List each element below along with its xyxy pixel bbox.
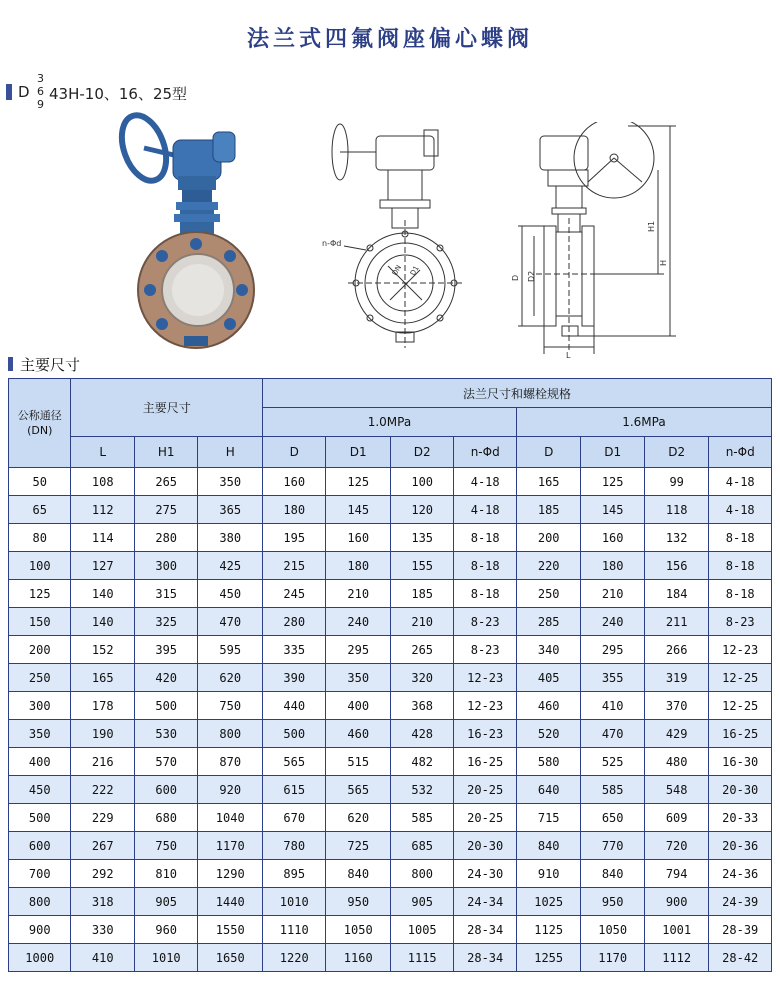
table-cell: 100 bbox=[390, 468, 453, 496]
gearbox bbox=[173, 132, 235, 190]
column-header: D bbox=[262, 437, 325, 468]
table-cell: 1220 bbox=[262, 944, 325, 972]
table-cell: 222 bbox=[71, 776, 134, 804]
table-cell: 794 bbox=[644, 860, 709, 888]
table-cell: 8-18 bbox=[709, 580, 772, 608]
table-cell: 600 bbox=[134, 776, 197, 804]
table-cell: 12-25 bbox=[709, 664, 772, 692]
table-cell: 715 bbox=[516, 804, 581, 832]
table-row bbox=[9, 860, 772, 888]
table-row bbox=[9, 944, 772, 972]
table-cell: 8-18 bbox=[454, 580, 516, 608]
table-cell: 380 bbox=[198, 524, 263, 552]
table-cell: 216 bbox=[71, 748, 134, 776]
table-cell: 280 bbox=[134, 524, 197, 552]
dn-cell: 350 bbox=[9, 720, 71, 748]
table-cell: 840 bbox=[516, 832, 581, 860]
column-header: D1 bbox=[326, 437, 391, 468]
dn-cell: 1000 bbox=[9, 944, 71, 972]
section-header bbox=[8, 354, 208, 374]
table-cell: 318 bbox=[71, 888, 134, 916]
table-cell: 920 bbox=[198, 776, 263, 804]
table-cell: 20-30 bbox=[709, 776, 772, 804]
table-cell: 229 bbox=[71, 804, 134, 832]
table-cell: 275 bbox=[134, 496, 197, 524]
flange-body bbox=[138, 232, 254, 348]
table-cell: 615 bbox=[262, 776, 325, 804]
table-cell: 8-18 bbox=[709, 524, 772, 552]
table-cell: 810 bbox=[134, 860, 197, 888]
model-marker bbox=[6, 84, 12, 100]
table-cell: 1001 bbox=[644, 916, 709, 944]
table-cell: 460 bbox=[326, 720, 391, 748]
table-cell: 120 bbox=[390, 496, 453, 524]
table-cell: 330 bbox=[71, 916, 134, 944]
table-cell: 905 bbox=[390, 888, 453, 916]
table-cell: 8-18 bbox=[709, 552, 772, 580]
table-cell: 4-18 bbox=[709, 496, 772, 524]
column-header: D2 bbox=[644, 437, 709, 468]
dn-cell: 300 bbox=[9, 692, 71, 720]
flange-header: 法兰尺寸和螺栓规格 bbox=[262, 379, 771, 408]
model-subscript-stack bbox=[37, 72, 44, 111]
table-cell: 28-34 bbox=[454, 916, 516, 944]
table-cell: 178 bbox=[71, 692, 134, 720]
table-row bbox=[9, 888, 772, 916]
table-cell: 400 bbox=[326, 692, 391, 720]
table-cell: 265 bbox=[390, 636, 453, 664]
table-cell: 780 bbox=[262, 832, 325, 860]
table-cell: 190 bbox=[71, 720, 134, 748]
table-cell: 580 bbox=[516, 748, 581, 776]
dn-header-label: 公称通径 bbox=[17, 409, 62, 422]
table-cell: 320 bbox=[390, 664, 453, 692]
table-cell: 570 bbox=[134, 748, 197, 776]
table-cell: 315 bbox=[134, 580, 197, 608]
table-cell: 840 bbox=[581, 860, 644, 888]
table-cell: 440 bbox=[262, 692, 325, 720]
front-label-nd: n-Φd bbox=[322, 239, 342, 248]
table-cell: 114 bbox=[71, 524, 134, 552]
table-cell: 125 bbox=[581, 468, 644, 496]
table-cell: 12-23 bbox=[709, 636, 772, 664]
table-cell: 8-23 bbox=[709, 608, 772, 636]
table-cell: 266 bbox=[644, 636, 709, 664]
table-cell: 685 bbox=[390, 832, 453, 860]
table-cell: 350 bbox=[326, 664, 391, 692]
table-cell: 99 bbox=[644, 468, 709, 496]
table-cell: 267 bbox=[71, 832, 134, 860]
table-cell: 355 bbox=[581, 664, 644, 692]
table-cell: 20-25 bbox=[454, 804, 516, 832]
table-cell: 770 bbox=[581, 832, 644, 860]
table-cell: 108 bbox=[71, 468, 134, 496]
section-title: 主要尺寸 bbox=[20, 356, 81, 374]
side-label-l: L bbox=[566, 351, 571, 360]
table-cell: 295 bbox=[581, 636, 644, 664]
dn-cell: 450 bbox=[9, 776, 71, 804]
table-row bbox=[9, 496, 772, 524]
table-cell: 8-18 bbox=[454, 524, 516, 552]
side-view-drawing bbox=[508, 122, 688, 362]
table-cell: 24-36 bbox=[709, 860, 772, 888]
table-cell: 565 bbox=[326, 776, 391, 804]
table-cell: 28-39 bbox=[709, 916, 772, 944]
table-cell: 515 bbox=[326, 748, 391, 776]
table-cell: 145 bbox=[581, 496, 644, 524]
pressure-16-header: 1.6MPa bbox=[516, 408, 771, 437]
dn-cell: 125 bbox=[9, 580, 71, 608]
table-cell: 4-18 bbox=[709, 468, 772, 496]
table-cell: 370 bbox=[644, 692, 709, 720]
table-cell: 350 bbox=[198, 468, 263, 496]
table-cell: 28-42 bbox=[709, 944, 772, 972]
table-cell: 368 bbox=[390, 692, 453, 720]
table-cell: 285 bbox=[516, 608, 581, 636]
table-cell: 460 bbox=[516, 692, 581, 720]
table-cell: 960 bbox=[134, 916, 197, 944]
pressure-10-header: 1.0MPa bbox=[262, 408, 516, 437]
table-cell: 905 bbox=[134, 888, 197, 916]
table-row bbox=[9, 468, 772, 496]
valve-photo bbox=[118, 110, 268, 350]
table-cell: 184 bbox=[644, 580, 709, 608]
table-cell: 585 bbox=[581, 776, 644, 804]
table-cell: 20-36 bbox=[709, 832, 772, 860]
table-cell: 20-33 bbox=[709, 804, 772, 832]
table-cell: 125 bbox=[326, 468, 391, 496]
table-cell: 800 bbox=[198, 720, 263, 748]
table-cell: 1010 bbox=[134, 944, 197, 972]
front-label-d1: D1 bbox=[408, 264, 421, 277]
dn-cell: 600 bbox=[9, 832, 71, 860]
table-cell: 210 bbox=[390, 608, 453, 636]
table-cell: 8-18 bbox=[454, 552, 516, 580]
table-cell: 24-39 bbox=[709, 888, 772, 916]
side-label-h1: H1 bbox=[647, 220, 656, 232]
table-cell: 640 bbox=[516, 776, 581, 804]
column-header: D1 bbox=[581, 437, 644, 468]
dn-cell: 100 bbox=[9, 552, 71, 580]
model-designation bbox=[6, 72, 306, 112]
table-row bbox=[9, 692, 772, 720]
table-cell: 112 bbox=[71, 496, 134, 524]
dn-cell: 800 bbox=[9, 888, 71, 916]
table-cell: 1290 bbox=[198, 860, 263, 888]
table-cell: 215 bbox=[262, 552, 325, 580]
column-header: n-Φd bbox=[454, 437, 516, 468]
table-cell: 450 bbox=[198, 580, 263, 608]
table-cell: 1110 bbox=[262, 916, 325, 944]
table-cell: 565 bbox=[262, 748, 325, 776]
table-cell: 1255 bbox=[516, 944, 581, 972]
table-cell: 1125 bbox=[516, 916, 581, 944]
table-cell: 155 bbox=[390, 552, 453, 580]
table-cell: 428 bbox=[390, 720, 453, 748]
dn-cell: 500 bbox=[9, 804, 71, 832]
table-row bbox=[9, 608, 772, 636]
table-cell: 429 bbox=[644, 720, 709, 748]
table-cell: 525 bbox=[581, 748, 644, 776]
table-cell: 220 bbox=[516, 552, 581, 580]
column-header: n-Φd bbox=[709, 437, 772, 468]
table-cell: 295 bbox=[326, 636, 391, 664]
table-cell: 410 bbox=[71, 944, 134, 972]
table-cell: 12-25 bbox=[709, 692, 772, 720]
model-sub-top: 3 bbox=[37, 72, 44, 85]
table-cell: 210 bbox=[326, 580, 391, 608]
table-cell: 520 bbox=[516, 720, 581, 748]
table-cell: 132 bbox=[644, 524, 709, 552]
table-cell: 16-25 bbox=[709, 720, 772, 748]
table-cell: 140 bbox=[71, 608, 134, 636]
table-cell: 595 bbox=[198, 636, 263, 664]
dn-cell: 900 bbox=[9, 916, 71, 944]
front-view-drawing bbox=[318, 120, 468, 350]
dn-cell: 400 bbox=[9, 748, 71, 776]
table-cell: 245 bbox=[262, 580, 325, 608]
dn-cell: 80 bbox=[9, 524, 71, 552]
model-prefix: D bbox=[18, 83, 30, 101]
table-cell: 1160 bbox=[326, 944, 391, 972]
table-row bbox=[9, 580, 772, 608]
table-cell: 4-18 bbox=[454, 496, 516, 524]
valve-neck bbox=[174, 190, 220, 236]
table-cell: 140 bbox=[71, 580, 134, 608]
table-cell: 950 bbox=[326, 888, 391, 916]
table-cell: 185 bbox=[516, 496, 581, 524]
table-cell: 160 bbox=[326, 524, 391, 552]
table-row bbox=[9, 524, 772, 552]
table-cell: 152 bbox=[71, 636, 134, 664]
table-cell: 127 bbox=[71, 552, 134, 580]
table-cell: 950 bbox=[581, 888, 644, 916]
table-cell: 12-23 bbox=[454, 692, 516, 720]
table-cell: 1550 bbox=[198, 916, 263, 944]
side-label-d: D bbox=[511, 274, 520, 281]
table-cell: 1005 bbox=[390, 916, 453, 944]
table-cell: 24-30 bbox=[454, 860, 516, 888]
table-cell: 165 bbox=[71, 664, 134, 692]
dn-cell: 50 bbox=[9, 468, 71, 496]
table-cell: 165 bbox=[516, 468, 581, 496]
main-dims-header: 主要尺寸 bbox=[71, 379, 263, 437]
table-row bbox=[9, 832, 772, 860]
table-cell: 24-34 bbox=[454, 888, 516, 916]
table-cell: 480 bbox=[644, 748, 709, 776]
table-row bbox=[9, 804, 772, 832]
table-cell: 160 bbox=[581, 524, 644, 552]
table-cell: 1010 bbox=[262, 888, 325, 916]
table-cell: 280 bbox=[262, 608, 325, 636]
table-cell: 12-23 bbox=[454, 664, 516, 692]
model-suffix: 43H-10、16、25型 bbox=[49, 85, 188, 103]
table-cell: 195 bbox=[262, 524, 325, 552]
table-cell: 335 bbox=[262, 636, 325, 664]
table-cell: 500 bbox=[134, 692, 197, 720]
side-label-d2: D2 bbox=[527, 270, 536, 282]
dn-cell: 700 bbox=[9, 860, 71, 888]
table-cell: 410 bbox=[581, 692, 644, 720]
table-cell: 670 bbox=[262, 804, 325, 832]
table-cell: 425 bbox=[198, 552, 263, 580]
table-cell: 16-25 bbox=[454, 748, 516, 776]
table-cell: 620 bbox=[198, 664, 263, 692]
table-cell: 750 bbox=[134, 832, 197, 860]
table-cell: 8-23 bbox=[454, 636, 516, 664]
table-cell: 870 bbox=[198, 748, 263, 776]
table-cell: 319 bbox=[644, 664, 709, 692]
table-row bbox=[9, 916, 772, 944]
side-label-h: H bbox=[659, 259, 668, 266]
table-cell: 300 bbox=[134, 552, 197, 580]
table-cell: 800 bbox=[390, 860, 453, 888]
table-cell: 482 bbox=[390, 748, 453, 776]
table-cell: 585 bbox=[390, 804, 453, 832]
table-cell: 160 bbox=[262, 468, 325, 496]
dn-header bbox=[9, 379, 71, 468]
table-cell: 1050 bbox=[326, 916, 391, 944]
handwheel bbox=[118, 110, 178, 187]
table-cell: 470 bbox=[581, 720, 644, 748]
table-cell: 1050 bbox=[581, 916, 644, 944]
table-cell: 532 bbox=[390, 776, 453, 804]
table-cell: 145 bbox=[326, 496, 391, 524]
front-label-dn: DN bbox=[390, 263, 404, 277]
table-cell: 250 bbox=[516, 580, 581, 608]
table-row bbox=[9, 552, 772, 580]
table-row bbox=[9, 636, 772, 664]
table-cell: 28-34 bbox=[454, 944, 516, 972]
table-row bbox=[9, 748, 772, 776]
dimension-table bbox=[8, 378, 772, 972]
table-cell: 840 bbox=[326, 860, 391, 888]
table-cell: 405 bbox=[516, 664, 581, 692]
table-cell: 180 bbox=[581, 552, 644, 580]
column-header: H bbox=[198, 437, 263, 468]
table-cell: 910 bbox=[516, 860, 581, 888]
table-cell: 325 bbox=[134, 608, 197, 636]
table-cell: 420 bbox=[134, 664, 197, 692]
table-cell: 340 bbox=[516, 636, 581, 664]
table-cell: 895 bbox=[262, 860, 325, 888]
table-row bbox=[9, 720, 772, 748]
table-cell: 1650 bbox=[198, 944, 263, 972]
table-cell: 750 bbox=[198, 692, 263, 720]
table-cell: 548 bbox=[644, 776, 709, 804]
table-cell: 470 bbox=[198, 608, 263, 636]
table-cell: 530 bbox=[134, 720, 197, 748]
dn-cell: 65 bbox=[9, 496, 71, 524]
table-cell: 395 bbox=[134, 636, 197, 664]
dn-header-unit: (DN) bbox=[27, 424, 53, 437]
table-cell: 1170 bbox=[581, 944, 644, 972]
table-cell: 1025 bbox=[516, 888, 581, 916]
table-cell: 500 bbox=[262, 720, 325, 748]
table-cell: 1112 bbox=[644, 944, 709, 972]
table-cell: 292 bbox=[71, 860, 134, 888]
table-cell: 185 bbox=[390, 580, 453, 608]
section-marker bbox=[8, 357, 13, 371]
table-cell: 156 bbox=[644, 552, 709, 580]
table-cell: 135 bbox=[390, 524, 453, 552]
table-row bbox=[9, 664, 772, 692]
table-row bbox=[9, 776, 772, 804]
column-header: L bbox=[71, 437, 134, 468]
table-cell: 365 bbox=[198, 496, 263, 524]
table-cell: 609 bbox=[644, 804, 709, 832]
table-cell: 16-23 bbox=[454, 720, 516, 748]
table-cell: 118 bbox=[644, 496, 709, 524]
table-cell: 20-25 bbox=[454, 776, 516, 804]
column-header-row bbox=[9, 437, 772, 468]
column-header: D2 bbox=[390, 437, 453, 468]
table-cell: 725 bbox=[326, 832, 391, 860]
table-cell: 1040 bbox=[198, 804, 263, 832]
table-cell: 240 bbox=[581, 608, 644, 636]
table-cell: 210 bbox=[581, 580, 644, 608]
column-header: D bbox=[516, 437, 581, 468]
table-cell: 620 bbox=[326, 804, 391, 832]
table-cell: 680 bbox=[134, 804, 197, 832]
table-cell: 20-30 bbox=[454, 832, 516, 860]
model-sub-bot: 9 bbox=[37, 98, 44, 111]
table-cell: 1440 bbox=[198, 888, 263, 916]
dimension-table-body bbox=[9, 468, 772, 972]
dn-cell: 150 bbox=[9, 608, 71, 636]
table-cell: 211 bbox=[644, 608, 709, 636]
table-cell: 240 bbox=[326, 608, 391, 636]
table-cell: 900 bbox=[644, 888, 709, 916]
table-cell: 4-18 bbox=[454, 468, 516, 496]
table-cell: 265 bbox=[134, 468, 197, 496]
table-cell: 8-23 bbox=[454, 608, 516, 636]
table-cell: 390 bbox=[262, 664, 325, 692]
table-cell: 180 bbox=[262, 496, 325, 524]
dn-cell: 200 bbox=[9, 636, 71, 664]
table-cell: 720 bbox=[644, 832, 709, 860]
table-cell: 200 bbox=[516, 524, 581, 552]
column-header: H1 bbox=[134, 437, 197, 468]
table-cell: 1115 bbox=[390, 944, 453, 972]
table-cell: 650 bbox=[581, 804, 644, 832]
page-title: 法兰式四氟阀座偏心蝶阀 bbox=[246, 27, 533, 52]
dn-cell: 250 bbox=[9, 664, 71, 692]
table-cell: 180 bbox=[326, 552, 391, 580]
table-cell: 16-30 bbox=[709, 748, 772, 776]
table-cell: 1170 bbox=[198, 832, 263, 860]
model-sub-mid: 6 bbox=[37, 85, 44, 98]
